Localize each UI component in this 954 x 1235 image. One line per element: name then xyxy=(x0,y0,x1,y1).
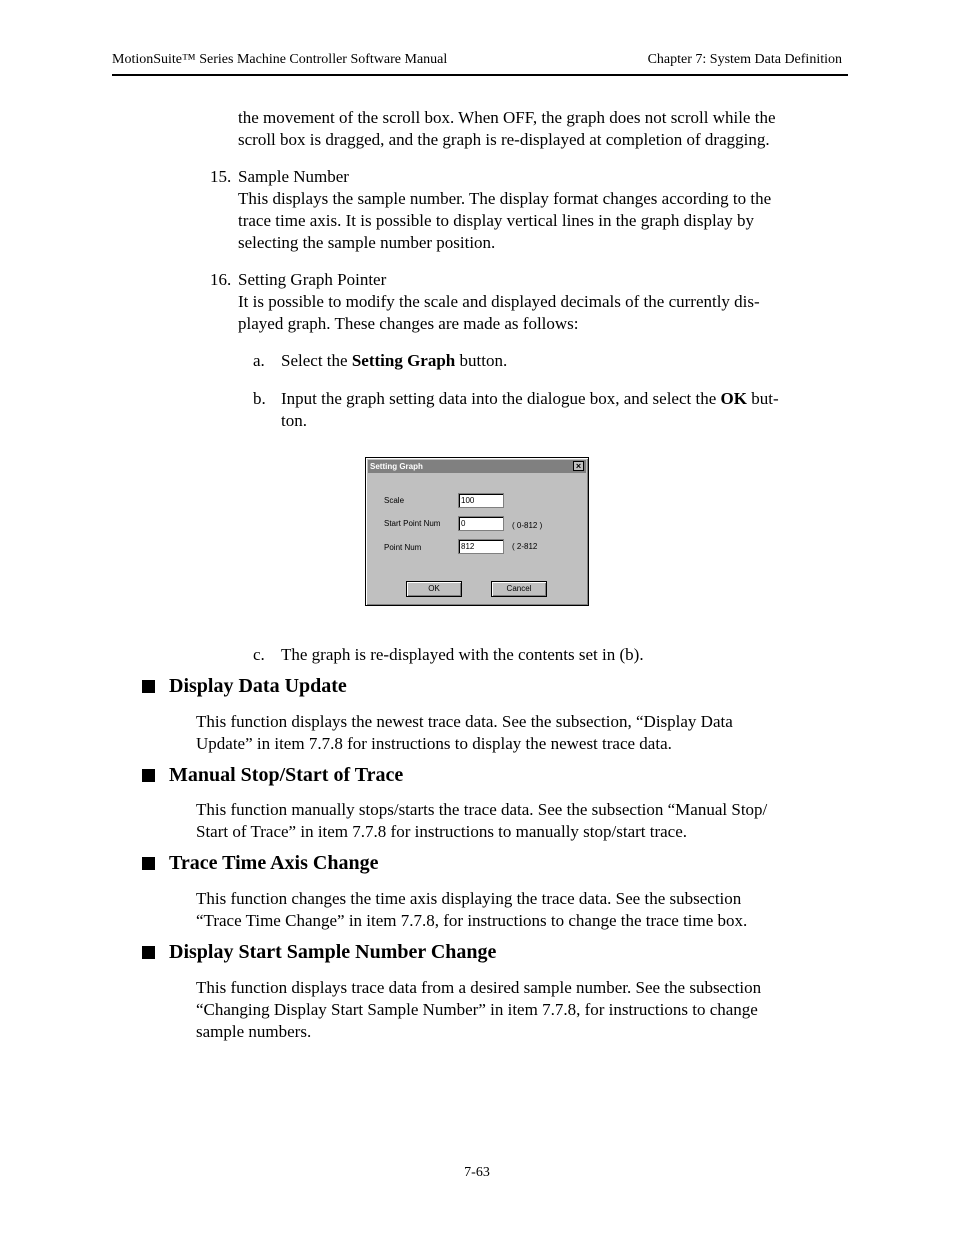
section-heading-text: Display Start Sample Number Change xyxy=(169,941,497,963)
item-16-title: Setting Graph Pointer xyxy=(238,270,387,289)
step-a-bold: Setting Graph xyxy=(351,351,456,370)
section-line: This function changes the time axis displaying the trace data. See the subsection xyxy=(196,889,742,908)
item-15-line: This displays the sample number. The display format changes according to the xyxy=(238,189,772,208)
header-rule xyxy=(112,74,848,76)
section-heading xyxy=(142,941,496,964)
item-15-line: trace time axis. It is possible to display vertical lines in the graph display by xyxy=(238,211,755,230)
header-chapter: Chapter 7: System Data Definition xyxy=(647,52,842,67)
step-c-text: The graph is re-displayed with the contents set in (b). xyxy=(281,645,644,664)
section-line: “Changing Display Start Sample Number” in item 7.7.8, for instructions to change xyxy=(196,1000,758,1019)
step-a-letter: a. xyxy=(253,351,265,370)
item-16-line: It is possible to modify the scale and displayed decimals of the currently dis- xyxy=(238,292,760,311)
section-line: sample numbers. xyxy=(196,1022,312,1041)
section-line: Start of Trace” in item 7.7.8 for instructions to manually stop/start trace. xyxy=(196,822,688,841)
section-heading xyxy=(142,852,378,875)
item-15-title: Sample Number xyxy=(238,167,349,186)
step-a-pre: Select the xyxy=(281,351,352,370)
item-16-line: played graph. These changes are made as follows: xyxy=(238,314,579,333)
square-bullet-icon xyxy=(142,680,155,693)
step-b-post: but- xyxy=(746,389,779,408)
section-body xyxy=(196,977,841,1043)
section-line: This function displays the newest trace data. See the subsection, “Display Data xyxy=(196,712,733,731)
section-heading-text: Display Data Update xyxy=(169,675,347,697)
header-title: MotionSuite™ Series Machine Controller Software Manual xyxy=(112,52,448,67)
scale-input[interactable]: 100 xyxy=(458,493,504,508)
point-num-label: Point Num xyxy=(384,543,422,552)
section-heading-text: Manual Stop/Start of Trace xyxy=(169,764,404,786)
step-a-post: button. xyxy=(455,351,508,370)
intro-line: the movement of the scroll box. When OFF, the graph does not scroll while the xyxy=(238,108,776,127)
section-body xyxy=(196,711,841,755)
section-body xyxy=(196,888,841,932)
point-num-range: ( 2-812 xyxy=(512,542,538,551)
step-b-bold: OK xyxy=(720,389,747,408)
section-line: This function manually stops/starts the trace data. See the subsection “Manual Stop/ xyxy=(196,800,768,819)
cancel-button[interactable]: Cancel xyxy=(491,581,547,597)
page-number: 7-63 xyxy=(464,1165,490,1180)
point-num-input[interactable]: 812 xyxy=(458,539,504,554)
step-a-text xyxy=(281,350,841,372)
step-b-pre: Input the graph setting data into the dialogue box, and select the xyxy=(281,389,721,408)
section-heading xyxy=(142,764,403,787)
section-line: This function displays trace data from a desired sample number. See the subsection xyxy=(196,978,762,997)
section-heading xyxy=(142,675,347,698)
section-line: “Trace Time Change” in item 7.7.8, for instructions to change the trace time box. xyxy=(196,911,748,930)
setting-graph-dialog xyxy=(365,457,589,606)
item-16-number: 16. xyxy=(210,270,232,289)
step-b-letter: b. xyxy=(253,389,266,408)
start-point-range: ( 0-812 ) xyxy=(512,521,543,530)
start-point-input[interactable]: 0 xyxy=(458,516,504,531)
square-bullet-icon xyxy=(142,857,155,870)
intro-line: scroll box is dragged, and the graph is re-displayed at completion of dragging. xyxy=(238,130,770,149)
square-bullet-icon xyxy=(142,769,155,782)
section-heading-text: Trace Time Axis Change xyxy=(169,852,379,874)
section-line: Update” in item 7.7.8 for instructions to display the newest trace data. xyxy=(196,734,672,753)
dialog-title-bar xyxy=(368,460,586,473)
start-point-label: Start Point Num xyxy=(384,519,441,528)
ok-button[interactable]: OK xyxy=(406,581,462,597)
item-15-line: selecting the sample number position. xyxy=(238,233,496,252)
item-15-number: 15. xyxy=(210,167,232,186)
step-b-line2: ton. xyxy=(281,411,307,430)
intro-text xyxy=(238,107,838,151)
step-c-letter: c. xyxy=(253,645,265,664)
item-16 xyxy=(238,269,838,335)
close-icon[interactable]: × xyxy=(573,461,584,471)
scale-label: Scale xyxy=(384,496,405,505)
item-15 xyxy=(238,166,838,254)
step-b-text xyxy=(281,388,841,432)
section-body xyxy=(196,799,841,843)
square-bullet-icon xyxy=(142,946,155,959)
dialog-title: Setting Graph xyxy=(370,462,423,471)
